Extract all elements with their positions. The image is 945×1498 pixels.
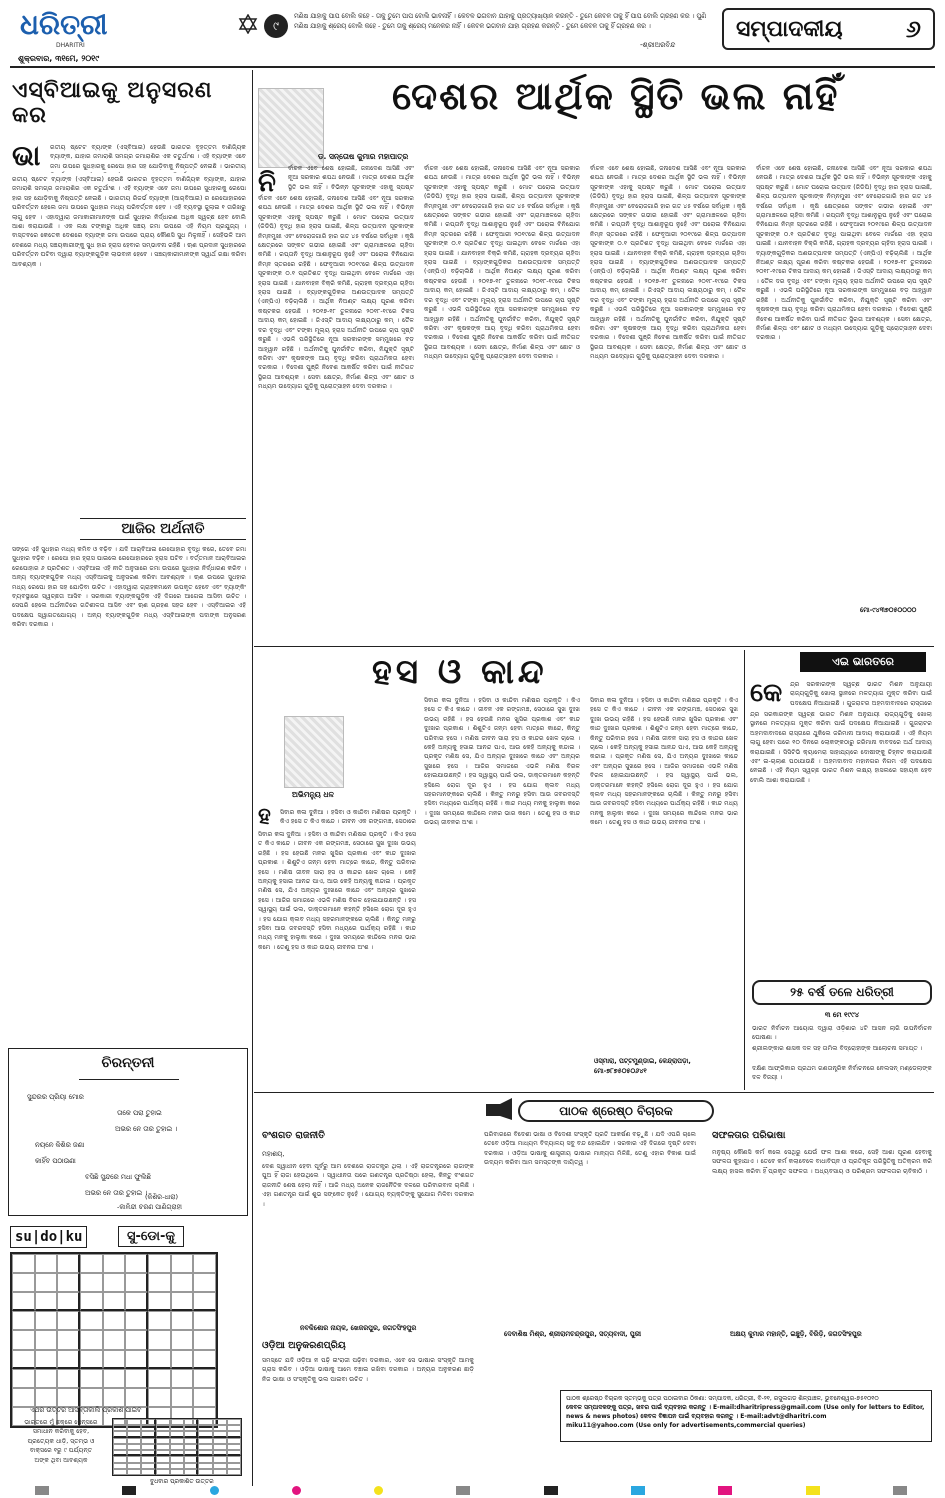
footer-email-editor: କେବଳ ସମ୍ପାଦକଙ୍କୁ ପତ୍ର, ଖବର ପାଇଁ ବ୍ୟବହାର କରନ୍ତୁ । E-mail:dharitripress@gmail.com (Use only for letters to Editor, news & news photos) କେବଳ ବିଜ୍ଞାପନ ପାଇଁ ବ୍ୟବହାର କରନ୍ତୁ । E-mail:advt@dharitri.com (566, 1404, 925, 1420)
reg-mark (544, 1486, 558, 1495)
sudoku-title-en: su|do|ku (10, 1226, 87, 1248)
reg-mark (292, 1486, 301, 1495)
sudoku-cell (103, 1292, 126, 1311)
sudoku-cell (57, 1350, 80, 1369)
sudoku-cell (125, 1254, 148, 1273)
sudoku-cell (171, 1330, 194, 1349)
sudoku-cell (57, 1369, 80, 1388)
letter-body: ଦେଶ ସ୍ୱାଧୀନ ହେବା ପୂର୍ବରୁ ଆମ ଦେଶରେ ରାଜତନ୍ତ୍ର ଥିଲା । ଏହି ରାଜତନ୍ତ୍ରରେ ରାଜାଙ୍କ ପୁଅ ହିଁ ରାଜା ହେଉଥିଲେ । ସ୍ୱାଧୀନତା ପରେ ଗଣତନ୍ତ୍ର ପ୍ରତିଷ୍ଠା ହେଲା, କିନ୍ତୁ ବଂଶଗତ ରାଜନୀତି ଶେଷ ହେଲା ନାହିଁ । ଆଜି ମଧ୍ୟ ଅନେକ ରାଜନୈତିକ ଦଳରେ ପରିବାରବାଦ ଚାଲିଛି । ଏହା ଗଣତନ୍ତ୍ର ପାଇଁ ଶୁଭ ସଙ୍କେତ ନୁହେଁ । ଯୋଗ୍ୟ ବ୍ୟକ୍ତିଙ୍କୁ ସୁଯୋଗ ମିଳିବା ଦରକାର । (262, 1163, 474, 1208)
comic-article-body-col1: ସିବାର କଳା ଦୁନିଆ । ହସିବା ଓ କାନ୍ଦିବା ମଣିଷର ପ୍ରକୃତି । କିଏ ହସେ ତ କିଏ କାନ୍ଦେ । ଜୀବନ ଏକ ରଙ୍ଗମଞ୍ଚ, ସେଠାରେ (280, 809, 416, 826)
sudoku-title-or: ସୁ-ଡୋ-କୁ (118, 1226, 184, 1247)
reg-mark (806, 1486, 820, 1495)
sudoku-cell (193, 1273, 216, 1292)
sudoku-box (8, 1226, 248, 1416)
main-article-title: ଦେଶର ଆର୍ଥିକ ସ୍ଥିତି ଭଲ ନାହିଁ (392, 74, 840, 118)
sudoku-cell (125, 1330, 148, 1349)
sudoku-cell (12, 1388, 35, 1407)
main-article-body-col2: ର୍ବାଚନ ଏବେ ଶେଷ ହୋଇଛି, ଜନାଦେଶ ଆସିଛି ଏବଂ ନୂଆ ସରକାର ଶପଥ ନେଉଛି । ମାତ୍ର ଦେଶର ଆର୍ଥିକ ସ୍ଥିତି ଭଲ ନାହିଁ । ବିଭିନ୍ନ ସୂଚକାଙ୍କ ଏହାକୁ ସ୍ପଷ୍ଟ କରୁଛି । ମୋଟ ଘରୋଇ ଉତ୍ପାଦ (ଜିଡିପି) ବୃଦ୍ଧି ହାର ହ୍ରାସ ପାଇଛି, ଶିଳ୍ପ ଉତ୍ପାଦନ ସୂଚକାଙ୍କ ନିମ୍ନମୁଖୀ ଏବଂ ବେରୋଜଗାରି ହାର ଗତ ୪୫ ବର୍ଷରେ ସର୍ବାଧିକ । କୃଷି କ୍ଷେତ୍ରରେ ସଙ୍କଟ ଗଭୀର ହୋଇଛି ଏବଂ ଗ୍ରାମାଞ୍ଚଳରେ ଚାହିଦା କମିଛି । ରପ୍ତାନି ବୃଦ୍ଧି ଆଶାନୁରୂପ ନୁହେଁ ଏବଂ ଘରୋଇ ବିନିଯୋଗ ନିମ୍ନ ସ୍ତରରେ ରହିଛି । ଫେବୃଆରୀ ୨୦୧୯ରେ ଶିଳ୍ପ ଉତ୍ପାଦନ ସୂଚକାଙ୍କ ୦.୧ ପ୍ରତିଶତ ବୃଦ୍ଧି ପାଇଥିବା ବେଳେ ମାର୍ଚ୍ଚରେ ଏହା ହ୍ରାସ ପାଇଛି । ଯାନବାହନ ବିକ୍ରି କମିଛି, ଗ୍ରାହକ ଦ୍ରବ୍ୟର ଚାହିଦା ହ୍ରାସ ପାଇଛି । ବ୍ୟାଙ୍କଗୁଡ଼ିକର ଅଣଉତ୍ପାଦକ ସମ୍ପତ୍ତି (ଏନ୍‌ପିଏ) ବଢ଼ିଚାଲିଛି । ଆର୍ଥିକ ନିଅଣ୍ଟ ଲକ୍ଷ୍ୟ ପୂରଣ କରିବା କଷ୍ଟକର ହେଉଛି । ୨୦୧୭-୧୮ ତୁଳନାରେ ୨୦୧୮-୧୯ରେ ଟିକସ ଆଦାୟ କମ୍ ହୋଇଛି । ଜିଏସ୍‌ଟି ଆଦାୟ ଲକ୍ଷ୍ୟଠାରୁ କମ୍ । ତୈଳ ଦର ବୃଦ୍ଧି ଏବଂ ଟଙ୍କା ମୂଲ୍ୟ ହ୍ରାସ ଅର୍ଥନୀତି ଉପରେ ଚାପ ସୃଷ୍ଟି କରୁଛି । ଏଭଳି ପରିସ୍ଥିତିରେ ନୂଆ ସରକାରଙ୍କ ସମ୍ମୁଖରେ ବଡ଼ ଆହ୍ୱାନ ରହିଛି । ଅର୍ଥନୀତିକୁ ପୁନର୍ଜୀବିତ କରିବା, ନିଯୁକ୍ତି ସୃଷ୍ଟି କରିବା ଏବଂ କୃଷକଙ୍କ ଆୟ ବୃଦ୍ଧି କରିବା ପ୍ରାଥମିକତା ହେବା ଦରକାର । ବିଦେଶୀ ପୁଞ୍ଜି ନିବେଶ ଆକର୍ଷିତ କରିବା ପାଇଁ ନୀତିଗତ ସ୍ଥିରତା ଆବଶ୍ୟକ । ସେବା କ୍ଷେତ୍ର, ନିର୍ମାଣ ଶିଳ୍ପ ଏବଂ ଛୋଟ ଓ ମଧ୍ୟମ ଉଦ୍ୟୋଗ ଗୁଡ଼ିକୁ ପ୍ରୋତ୍ସାହନ ଦେବା ଦରକାର । (424, 165, 580, 361)
sudoku-cell (12, 1292, 35, 1311)
sudoku-cell (148, 1388, 171, 1407)
sudoku-cell (148, 1273, 171, 1292)
main-article-body-col3: ର୍ବାଚନ ଏବେ ଶେଷ ହୋଇଛି, ଜନାଦେଶ ଆସିଛି ଏବଂ ନୂଆ ସରକାର ଶପଥ ନେଉଛି । ମାତ୍ର ଦେଶର ଆର୍ଥିକ ସ୍ଥିତି ଭଲ ନାହିଁ । ବିଭିନ୍ନ ସୂଚକାଙ୍କ ଏହାକୁ ସ୍ପଷ୍ଟ କରୁଛି । ମୋଟ ଘରୋଇ ଉତ୍ପାଦ (ଜିଡିପି) ବୃଦ୍ଧି ହାର ହ୍ରାସ ପାଇଛି, ଶିଳ୍ପ ଉତ୍ପାଦନ ସୂଚକାଙ୍କ ନିମ୍ନମୁଖୀ ଏବଂ ବେରୋଜଗାରି ହାର ଗତ ୪୫ ବର୍ଷରେ ସର୍ବାଧିକ । କୃଷି କ୍ଷେତ୍ରରେ ସଙ୍କଟ ଗଭୀର ହୋଇଛି ଏବଂ ଗ୍ରାମାଞ୍ଚଳରେ ଚାହିଦା କମିଛି । ରପ୍ତାନି ବୃଦ୍ଧି ଆଶାନୁରୂପ ନୁହେଁ ଏବଂ ଘରୋଇ ବିନିଯୋଗ ନିମ୍ନ ସ୍ତରରେ ରହିଛି । ଫେବୃଆରୀ ୨୦୧୯ରେ ଶିଳ୍ପ ଉତ୍ପାଦନ ସୂଚକାଙ୍କ ୦.୧ ପ୍ରତିଶତ ବୃଦ୍ଧି ପାଇଥିବା ବେଳେ ମାର୍ଚ୍ଚରେ ଏହା ହ୍ରାସ ପାଇଛି । ଯାନବାହନ ବିକ୍ରି କମିଛି, ଗ୍ରାହକ ଦ୍ରବ୍ୟର ଚାହିଦା ହ୍ରାସ ପାଇଛି । ବ୍ୟାଙ୍କଗୁଡ଼ିକର ଅଣଉତ୍ପାଦକ ସମ୍ପତ୍ତି (ଏନ୍‌ପିଏ) ବଢ଼ିଚାଲିଛି । ଆର୍ଥିକ ନିଅଣ୍ଟ ଲକ୍ଷ୍ୟ ପୂରଣ କରିବା କଷ୍ଟକର ହେଉଛି । ୨୦୧୭-୧୮ ତୁଳନାରେ ୨୦୧୮-୧୯ରେ ଟିକସ ଆଦାୟ କମ୍ ହୋଇଛି । ଜିଏସ୍‌ଟି ଆଦାୟ ଲକ୍ଷ୍ୟଠାରୁ କମ୍ । ତୈଳ ଦର ବୃଦ୍ଧି ଏବଂ ଟଙ୍କା ମୂଲ୍ୟ ହ୍ରାସ ଅର୍ଥନୀତି ଉପରେ ଚାପ ସୃଷ୍ଟି କରୁଛି । ଏଭଳି ପରିସ୍ଥିତିରେ ନୂଆ ସରକାରଙ୍କ ସମ୍ମୁଖରେ ବଡ଼ ଆହ୍ୱାନ ରହିଛି । ଅର୍ଥନୀତିକୁ ପୁନର୍ଜୀବିତ କରିବା, ନିଯୁକ୍ତି ସୃଷ୍ଟି କରିବା ଏବଂ କୃଷକଙ୍କ ଆୟ ବୃଦ୍ଧି କରିବା ପ୍ରାଥମିକତା ହେବା ଦରକାର । ବିଦେଶୀ ପୁଞ୍ଜି ନିବେଶ ଆକର୍ଷିତ କରିବା ପାଇଁ ନୀତିଗତ ସ୍ଥିରତା ଆବଶ୍ୟକ । ସେବା କ୍ଷେତ୍ର, ନିର୍ମାଣ ଶିଳ୍ପ ଏବଂ ଛୋଟ ଓ ମଧ୍ୟମ ଉଦ୍ୟୋଗ ଗୁଡ଼ିକୁ ପ୍ରୋତ୍ସାହନ ଦେବା ଦରକାର । (590, 165, 746, 361)
reg-mark (374, 1486, 383, 1495)
sudoku-cell (113, 1469, 127, 1475)
letter-signature: ଦେବାଶିଷ ମିଶ୍ର, ଶ୍ରୀରାମଚନ୍ଦ୍ରପୁର, ସତ୍ୟବାଦୀ, ପୁରୀ (504, 1330, 642, 1338)
poem-line: ଅଭର ନେ ତାର ତୁହାଇ । (115, 1125, 178, 1133)
letter-title: ଓଡ଼ିଆ ଅନୁକରଣପ୍ରିୟ (262, 1340, 346, 1351)
comic-article-body-col1b: ସିବାର କଳା ଦୁନିଆ । ହସିବା ଓ କାନ୍ଦିବା ମଣିଷର ପ୍ରକୃତି । କିଏ ହସେ ତ କିଏ କାନ୍ଦେ । ଜୀବନ ଏକ ରଙ୍ଗମଞ୍ଚ, ସେଠାରେ ସୁଖ ଦୁଃଖ ଉଭୟ ରହିଛି । ହସ ହେଉଛି ମନର ଖୁସିର ପ୍ରକାଶ ଏବଂ କାନ୍ଦ ଦୁଃଖର ପ୍ରକାଶ । ଶିଶୁଟିଏ ଜନ୍ମ ହେବା ମାତ୍ରେ କାନ୍ଦେ, କିନ୍ତୁ ପରିବାର ହସେ । ମଣିଷ ଜୀବନ ସାରା ହସ ଓ କାନ୍ଦର ଖେଳ ଚାଲେ । କେହି ଅନ୍ୟକୁ ହସାଇ ଆନନ୍ଦ ପାଏ, ଆଉ କେହି ଅନ୍ୟକୁ କନ୍ଦାଇ । ପ୍ରକୃତ ମଣିଷ ସେ, ଯିଏ ଅନ୍ୟର ଦୁଃଖରେ କାନ୍ଦେ ଏବଂ ଅନ୍ୟର ସୁଖରେ ହସେ । ଆଜିର ସମାଜରେ ଏଭଳି ମଣିଷ ବିରଳ ହୋଇଯାଉଛନ୍ତି । ହସ ସ୍ୱାସ୍ଥ୍ୟ ପାଇଁ ଭଲ, ଡାକ୍ତରମାନେ କହନ୍ତି ହସିଲେ ରୋଗ ଦୂର ହୁଏ । ହସ ଯୋଗ କ୍ଲବ ମଧ୍ୟ ସହରମାନଙ୍କରେ ଚାଲିଛି । କିନ୍ତୁ ମନରୁ ହସିବା ଆଉ ଜବରଦସ୍ତି ହସିବା ମଧ୍ୟରେ ପାର୍ଥକ୍ୟ ରହିଛି । କାନ୍ଦ ମଧ୍ୟ ମନକୁ ହାଲୁକା କରେ । ଦୁଃଖ ସମୟରେ କାନ୍ଦିଲେ ମନର ଭାର କମେ । ତେଣୁ ହସ ଓ କାନ୍ଦ ଉଭୟ ଜୀବନର ଅଂଶ । (258, 831, 416, 951)
reg-mark (893, 1486, 907, 1495)
sudoku-cell (193, 1254, 216, 1273)
chirantani-title: ଚିରନ୍ତନୀ (101, 1055, 155, 1071)
sudoku-cell (171, 1292, 194, 1311)
brand-sub: DHARITRI (56, 42, 85, 49)
sudoku-cell (103, 1311, 126, 1330)
chirantani-box (8, 1048, 248, 1216)
comic-article-drop-cap: ହ (258, 804, 271, 829)
sudoku-answer-grid (112, 1418, 242, 1476)
twentyfive-item: ଶ୍ରୀଲଙ୍କାର ଶାସକ ଦଳ ସହ ତାମିଲ ବିଦ୍ରୋହୀଙ୍କ ଆଲୋଚନା ସମାପ୍ତ । (752, 1045, 923, 1052)
sudoku-cell (103, 1350, 126, 1369)
sudoku-cell (103, 1330, 126, 1349)
sudoku-cell (103, 1369, 126, 1388)
ei-bharatare-label: ଏଇ ଭାରତରେ (832, 655, 894, 668)
sudoku-cell (103, 1254, 126, 1273)
poem-line: ବସିଛି ସୁନ୍ଦରେ ମଧା ଫୁଲିଛି (85, 1173, 151, 1181)
daily-quote: ମଣିଷ ଯାହାକୁ ପାପ ବୋଲି କହେ - ତାକୁ ତୁମେ ପାପ ବୋଲି ଭାବନାହିଁ । କେବଳ ଭଗବାନ ଯାହାକୁ ପ୍ରତ୍ୟାଖ୍ୟାନ କରନ୍ତି - ତୁମେ କେବଳ ତାକୁ ହିଁ ପାପ ବୋଲି ଗ୍ରହଣ କର । ପୁଣି ମଣିଷ ଯାହାକୁ ଶ୍ରେୟ ବୋଲି କହେ - ତୁମେ ତାକୁ ଶ୍ରେୟ ମନେକର ନାହିଁ । କେବଳ ଭଗବାନ ଯାହା ଗ୍ରହଣ କରନ୍ତି - ତୁମେ କେବଳ ତାକୁ ହିଁ ଗ୍ରହଣ କର । (294, 13, 706, 30)
page-number: ୬ (905, 15, 921, 43)
right-column-rule (744, 650, 745, 1090)
sudoku-cell (125, 1273, 148, 1292)
sudoku-cell (156, 1469, 170, 1475)
sudoku-cell (35, 1254, 58, 1273)
letter-salutation: ମହାଶୟ, (262, 1150, 285, 1158)
sudoku-cell (148, 1254, 171, 1273)
sudoku-cell (148, 1292, 171, 1311)
reg-mark (122, 1486, 136, 1495)
brand-name: ଧରିତ୍ରୀ (20, 8, 108, 41)
comic-article-photo (284, 716, 344, 788)
sudoku-cell (193, 1311, 216, 1330)
sudoku-cell (103, 1388, 126, 1407)
sudoku-cell (184, 1469, 198, 1475)
letter-body: ପରିବାରରେ ବିଦେଶୀ ଭାଷା ଓ ବିଦେଶୀ ସଂସ୍କୃତି ପ୍ରତି ଆକର୍ଷଣ ବଢ଼ୁଛି । ଯଦି ଏପରି ଚାଲେ ତେବେ ଓଡ଼ିଆ ମାଧ୍ୟମ ବିଦ୍ୟାଳୟ ସବୁ ବନ୍ଦ ହୋଇଯିବ । ସରକାର ଏହି ଦିଗରେ ଦୃଷ୍ଟି ଦେବା ଦରକାର । ଓଡ଼ିଆ ଭାଷାକୁ ଶାସ୍ତ୍ରୀୟ ଭାଷାର ମାନ୍ୟତା ମିଳିଛି, ତେଣୁ ଏହାର ବିକାଶ ପାଇଁ ଉଦ୍ୟମ କରିବା ଆମ ସମସ୍ତଙ୍କ ଦାୟିତ୍ୱ । (484, 1131, 696, 1167)
reg-mark (631, 1486, 645, 1495)
issue-date: ଶୁକ୍ରବାର, ୩୧ମେ, ୨୦୧୯ (18, 54, 100, 63)
editorial-body-2: ସଙ୍ଗେ ଏହି ସୁଧହାର ମଧ୍ୟ କମିବ ଓ ବଢ଼ିବ । ଯଦି ଆର୍‌ବିଆଇ ରେପୋହାର ବୃଦ୍ଧି କରେ, ତେବେ ଜମା ସୁଧହାର ବଢ଼ିବ । ରେପୋ ହାର ହ୍ରାସ ପାଇଲେ ରେପୋହାରରେ ହ୍ରାସ ଘଟିବ । ବର୍ତ୍ତମାନ ଆର୍‌ବିଆଇର ରେପୋହାର ୬ ପ୍ରତିଶତ । ଏସ୍‌ବିଆଇ ଏହି ନୀତି ଅନୁସାରେ ଜମା ଉପରେ ସୁଧହାର ନିର୍ଦ୍ଧାରଣ କରିବ । ଅନ୍ୟ ବ୍ୟାଙ୍କଗୁଡ଼ିକ ମଧ୍ୟ ଏସ୍‌ବିଆଇକୁ ଅନୁସରଣ କରିବା ଆବଶ୍ୟକ । ଋଣ ଉପରେ ସୁଧହାର ମଧ୍ୟ ରେପୋ ହାର ସହ ଯୋଡ଼ିବା ଉଚିତ । ଏହାଦ୍ୱାରା ଗ୍ରାହକମାନେ ଉପକୃତ ହେବେ ଏବଂ ବ୍ୟାଙ୍କିଂ ବ୍ୟବସ୍ଥାରେ ସ୍ୱଚ୍ଛତା ଆସିବ । ସରକାରୀ ବ୍ୟାଙ୍କଗୁଡ଼ିକ ଏହି ଦିଗରେ ଆଗେଇ ଆସିବା ଉଚିତ । ସେପରି ହେଲେ ଅର୍ଥନୀତିରେ ଗତିଶୀଳତା ଆସିବ ଏବଂ ଋଣ ଗ୍ରହଣ ସହଜ ହେବ । ଏସ୍‌ବିଆଇର ଏହି ପଦକ୍ଷେପ ସ୍ୱାଗତଯୋଗ୍ୟ । ଅନ୍ୟ ବ୍ୟାଙ୍କଗୁଡ଼ିକ ମଧ୍ୟ ଏସ୍‌ବିଆଇଙ୍କ ପଦାଙ୍କ ଅନୁସରଣ କରିବା ଦରକାର । (12, 546, 246, 629)
sudoku-cell (57, 1388, 80, 1407)
ei-bharatare-drop-cap: କେ (750, 678, 783, 708)
sudoku-cell (171, 1369, 194, 1388)
sudoku-cell (148, 1350, 171, 1369)
sudoku-cell (170, 1469, 184, 1475)
ei-bharatare-body-a: ନ୍ଦ୍ର ସରକାରଙ୍କ ସ୍ୱଚ୍ଛ ଭାରତ ମିଶନ ଅନୁଯାୟୀ ରାଜ୍ୟଗୁଡ଼ିକୁ ଖୋଲା ସ୍ଥାନରେ ମଳତ୍ୟାଗ ମୁକ୍ତ କରିବା ପାଇଁ ପଦକ୍ଷେପ ନିଆଯାଇଛି । ଗୁଜରାଟର ଅହମଦାବାଦରେ ରାସ୍ତାରେ (790, 681, 932, 707)
sudoku-cell (12, 1330, 35, 1349)
sudoku-cell (35, 1273, 58, 1292)
masthead (10, 8, 935, 66)
main-article-body-col1: ର୍ବାଚନ ଏବେ ଶେଷ ହୋଇଛି, ଜନାଦେଶ ଆସିଛି ଏବଂ ନୂଆ ସରକାର ଶପଥ ନେଉଛି । ମାତ୍ର ଦେଶର ଆର୍ଥିକ ସ୍ଥିତି ଭଲ ନାହିଁ । ବିଭିନ୍ନ ସୂଚକାଙ୍କ ଏହାକୁ ସ୍ପଷ୍ଟ (288, 165, 414, 191)
sudoku-cell (80, 1369, 103, 1388)
sudoku-cell (127, 1469, 141, 1475)
twentyfive-years-box (752, 980, 932, 1084)
sudoku-cell (125, 1311, 148, 1330)
main-article-body-col4: ର୍ବାଚନ ଏବେ ଶେଷ ହୋଇଛି, ଜନାଦେଶ ଆସିଛି ଏବଂ ନୂଆ ସରକାର ଶପଥ ନେଉଛି । ମାତ୍ର ଦେଶର ଆର୍ଥିକ ସ୍ଥିତି ଭଲ ନାହିଁ । ବିଭିନ୍ନ ସୂଚକାଙ୍କ ଏହାକୁ ସ୍ପଷ୍ଟ କରୁଛି । ମୋଟ ଘରୋଇ ଉତ୍ପାଦ (ଜିଡିପି) ବୃଦ୍ଧି ହାର ହ୍ରାସ ପାଇଛି, ଶିଳ୍ପ ଉତ୍ପାଦନ ସୂଚକାଙ୍କ ନିମ୍ନମୁଖୀ ଏବଂ ବେରୋଜଗାରି ହାର ଗତ ୪୫ ବର୍ଷରେ ସର୍ବାଧିକ । କୃଷି କ୍ଷେତ୍ରରେ ସଙ୍କଟ ଗଭୀର ହୋଇଛି ଏବଂ ଗ୍ରାମାଞ୍ଚଳରେ ଚାହିଦା କମିଛି । ରପ୍ତାନି ବୃଦ୍ଧି ଆଶାନୁରୂପ ନୁହେଁ ଏବଂ ଘରୋଇ ବିନିଯୋଗ ନିମ୍ନ ସ୍ତରରେ ରହିଛି । ଫେବୃଆରୀ ୨୦୧୯ରେ ଶିଳ୍ପ ଉତ୍ପାଦନ ସୂଚକାଙ୍କ ୦.୧ ପ୍ରତିଶତ ବୃଦ୍ଧି ପାଇଥିବା ବେଳେ ମାର୍ଚ୍ଚରେ ଏହା ହ୍ରାସ ପାଇଛି । ଯାନବାହନ ବିକ୍ରି କମିଛି, ଗ୍ରାହକ ଦ୍ରବ୍ୟର ଚାହିଦା ହ୍ରାସ ପାଇଛି । ବ୍ୟାଙ୍କଗୁଡ଼ିକର ଅଣଉତ୍ପାଦକ ସମ୍ପତ୍ତି (ଏନ୍‌ପିଏ) ବଢ଼ିଚାଲିଛି । ଆର୍ଥିକ ନିଅଣ୍ଟ ଲକ୍ଷ୍ୟ ପୂରଣ କରିବା କଷ୍ଟକର ହେଉଛି । ୨୦୧୭-୧୮ ତୁଳନାରେ ୨୦୧୮-୧୯ରେ ଟିକସ ଆଦାୟ କମ୍ ହୋଇଛି । ଜିଏସ୍‌ଟି ଆଦାୟ ଲକ୍ଷ୍ୟଠାରୁ କମ୍ । ତୈଳ ଦର ବୃଦ୍ଧି ଏବଂ ଟଙ୍କା ମୂଲ୍ୟ ହ୍ରାସ ଅର୍ଥନୀତି ଉପରେ ଚାପ ସୃଷ୍ଟି କରୁଛି । ଏଭଳି ପରିସ୍ଥିତିରେ ନୂଆ ସରକାରଙ୍କ ସମ୍ମୁଖରେ ବଡ଼ ଆହ୍ୱାନ ରହିଛି । ଅର୍ଥନୀତିକୁ ପୁନର୍ଜୀବିତ କରିବା, ନିଯୁକ୍ତି ସୃଷ୍ଟି କରିବା ଏବଂ କୃଷକଙ୍କ ଆୟ ବୃଦ୍ଧି କରିବା ପ୍ରାଥମିକତା ହେବା ଦରକାର । ବିଦେଶୀ ପୁଞ୍ଜି ନିବେଶ ଆକର୍ଷିତ କରିବା ପାଇଁ ନୀତିଗତ ସ୍ଥିରତା ଆବଶ୍ୟକ । ସେବା କ୍ଷେତ୍ର, ନିର୍ମାଣ ଶିଳ୍ପ ଏବଂ ଛୋଟ ଓ ମଧ୍ୟମ ଉଦ୍ୟୋଗ ଗୁଡ଼ିକୁ ପ୍ରୋତ୍ସାହନ ଦେବା ଦରକାର । (756, 165, 932, 342)
sudoku-cell (12, 1254, 35, 1273)
sudoku-rules: ଭାରତରେ ମୁଁ ଛକ୍ରେ ସେନ୍ସରେ ସମାଧାନ କରିବାକୁ ହେବ, ପ୍ରତ୍ୟେକ ଧାଡ଼ି, ସ୍ତମ୍ଭ ଓ ବାକ୍ସରେ ୧ରୁ ୯ ପର୍ଯ୍ୟନ୍ତ ଅଙ୍କ ଥିବା ଆବଶ୍ୟକ (24, 1419, 98, 1464)
chirantani-poem (27, 1089, 237, 1201)
sudoku-cell (80, 1254, 103, 1273)
editorial-body: ରତୀୟ ଷ୍ଟେଟ ବ୍ୟାଙ୍କ (ଏସ୍‌ବିଆଇ) ହେଉଛି ଭାରତର ବୃହତ୍ତମ ବାଣିଜ୍ୟିକ ବ୍ୟାଙ୍କ, ଯାହାର ଜମାରାଶି ସମଗ୍ର ଜମାରାଶିର ଏକ ଚତୁର୍ଥାଂଶ । ଏହି ବ୍ୟାଙ୍କ ଏବେ ଜମା ଉପରେ ସୁଧହାରକୁ ରେପୋ ହାର ସହ ଯୋଡ଼ିବାକୁ ନିଷ୍ପତ୍ତି ନେଇଛି । ଭାରତୀୟ (50, 144, 246, 170)
quote-author: -ଶ୍ରୀଅରବିନ୍ଦ (640, 41, 676, 49)
chirantani-source: (କିଶିର-ଧାରା) (145, 1193, 179, 1201)
reg-mark (210, 1486, 219, 1495)
sudoku-grid (10, 1252, 218, 1428)
sudoku-cell (193, 1292, 216, 1311)
sudoku-cell (193, 1350, 216, 1369)
sudoku-cell (213, 1469, 227, 1475)
chirantani-rule (79, 1079, 179, 1080)
sudoku-cell (227, 1469, 241, 1475)
sudoku-cell (57, 1330, 80, 1349)
sudoku-cell (12, 1273, 35, 1292)
mic-icon (484, 1098, 514, 1120)
sudoku-cell (125, 1388, 148, 1407)
comic-article-author: ଅଭିମନ୍ୟୁ ଧଳ (292, 790, 334, 799)
sudoku-cell (198, 1469, 212, 1475)
letter-body: ମନୁଷ୍ୟ କୌଣସି କର୍ମ କଲେ ସେଥିରୁ ଯେଉଁ ଫଳ ଆଶା କରେ, ସେହି ଆଶା ପୂରଣ ହେବାକୁ ସଫଳତା କୁହାଯାଏ । ତେବେ କର୍ମ କଲାବେଳେ ବାଧାବିଘ୍ନ ଓ ପ୍ରତିକୂଳ ପରିସ୍ଥିତିକୁ ଅତିକ୍ରମ କରି ଲକ୍ଷ୍ୟ ହାସଲ କରିବା ହିଁ ପ୍ରକୃତ ସଫଳତା । ଅଧ୍ୟବସାୟ ଓ ପରିଶ୍ରମ ସଫଳତାର ଚାବିକାଠି । (712, 1149, 932, 1175)
poem-line: ଅଭର ନେ ତାର ତୁହାଇ । (85, 1189, 148, 1197)
sudoku-cell (148, 1330, 171, 1349)
footer-box (560, 1390, 932, 1442)
left-column-rule (252, 70, 253, 1486)
reader-banner-box (518, 1100, 714, 1122)
sudoku-cell (80, 1273, 103, 1292)
page-section-label: ସମ୍ପାଦକୀୟ (736, 16, 843, 42)
sudoku-cell (12, 1311, 35, 1330)
editorial-subhead (80, 518, 246, 540)
poem-line: ତାକେ ପରା ତୁହାଇ (117, 1109, 162, 1117)
sudoku-cell (35, 1330, 58, 1349)
twentyfive-years-title: ୨୫ ବର୍ଷ ତଳେ ଧରିତ୍ରୀ (752, 980, 932, 1005)
sudoku-cell (125, 1292, 148, 1311)
sudoku-cell (35, 1388, 58, 1407)
sudoku-cell (171, 1388, 194, 1407)
footer-address: ପାଠକ ଶ୍ରେଷ୍ଠ ବିଚାରକ ସ୍ତମ୍ଭକୁ ପତ୍ର ପଠାଇବାର ଠିକଣା: ସମ୍ପାଦକ, ଧରିତ୍ରୀ, ବି-୨୧, ରସୁଲଗଡ଼ ଶିଳ୍ପାଞ୍ଚଳ, ଭୁବନେଶ୍ୱର-୭୫୧୦୧୦ (566, 1395, 879, 1402)
ei-bharatare-label-box (800, 652, 926, 672)
ei-bharatare-body: ନ୍ଦ୍ର ସରକାରଙ୍କ ସ୍ୱଚ୍ଛ ଭାରତ ମିଶନ ଅନୁଯାୟୀ ରାଜ୍ୟଗୁଡ଼ିକୁ ଖୋଲା ସ୍ଥାନରେ ମଳତ୍ୟାଗ ମୁକ୍ତ କରିବା ପାଇଁ ପଦକ୍ଷେପ ନିଆଯାଇଛି । ଗୁଜରାଟର ଅହମଦାବାଦରେ ରାସ୍ତାରେ ଥୁକିଲେ ଜରିମାନା ଆଦାୟ କରାଯାଉଛି । ଏହି ନିୟମ ଲାଗୁ ହେବା ପରେ ୧୦ ଦିନରେ ଲୋକଙ୍କଠାରୁ ଜରିମାନା ବାବଦରେ ଅର୍ଥ ଆଦାୟ କରାଯାଇଛି । ସିସିଟିଭି କ୍ୟାମେରା ସାହାଯ୍ୟରେ ଦୋଷୀଙ୍କୁ ଚିହ୍ନଟ କରାଯାଉଛି ଏବଂ ଇ-ଚାଲାଣ ପଠାଯାଉଛି । ଅହମଦାବାଦ ମହାନଗର ନିଗମ ଏହି ପଦକ୍ଷେପ ନେଇଛି । ଏହି ନିୟମ ସ୍ୱଚ୍ଛ ଭାରତ ମିଶନ ଲକ୍ଷ୍ୟ ହାସଲରେ ସହାୟକ ହେବ ବୋଲି ଆଶା କରାଯାଉଛି । (750, 711, 932, 784)
sudoku-cell (57, 1292, 80, 1311)
sudoku-cell (35, 1292, 58, 1311)
sudoku-cell (125, 1350, 148, 1369)
sudoku-cell (12, 1369, 35, 1388)
letter-title: ସଫଳତାର ପରିଭାଷା (712, 1130, 786, 1141)
main-article-author: ଡ. ସନ୍ତୋଷ କୁମାର ମହାପାତ୍ର (318, 152, 409, 161)
sudoku-cell (171, 1311, 194, 1330)
color-registration-strip (0, 1484, 945, 1496)
quote-number-icon: ୯ (264, 14, 288, 38)
sudoku-cell (171, 1273, 194, 1292)
sudoku-cell (57, 1311, 80, 1330)
letter-body: ସମସ୍ତେ ଯଦି ଓଡ଼ିଆ ନ ପଢ଼ି ଇଂରାଜୀ ପଢ଼ିବା ଦରକାର, ଏବେ ସେ ଭାଷାର ସଂସ୍କୃତି ଆମକୁ ଗ୍ରାସ କରିବ । ଓଡ଼ିଆ ଭାଷାକୁ ଆମେ ବଞ୍ଚାଇ ରଖିବା ଦରକାର । ଅନ୍ୟର ଅନୁକରଣ ଛାଡ଼ି ନିଜ ଭାଷା ଓ ସଂସ୍କୃତିକୁ ଭଲ ପାଇବା ଉଚିତ । (262, 1357, 474, 1383)
brand-logo (20, 8, 130, 52)
reader-banner-label: ପାଠକ ଶ୍ରେଷ୍ଠ ବିଚାରକ (559, 1103, 673, 1118)
sudoku-cell (35, 1311, 58, 1330)
editorial-subhead-label: ଆଜିର ଅର୍ଥନୀତି (121, 521, 205, 537)
masthead-rule (10, 66, 935, 68)
sudoku-cell (148, 1311, 171, 1330)
sudoku-cell (80, 1311, 103, 1330)
editorial-drop-cap: ଭା (12, 139, 41, 172)
sudoku-cell (57, 1254, 80, 1273)
letter-signature: ନବକିଶୋର ନାୟକ, ଖେଜରପୁର, ଜଗତସିଂହପୁର (300, 1324, 417, 1332)
poem-line: ସୁନ୍ଦରର ପ୍ରିୟା ମୋର (27, 1093, 84, 1101)
reg-mark (456, 1486, 470, 1495)
sudoku-cell (80, 1388, 103, 1407)
editorial-title: ଏସ୍‌ବିଆଇକୁ ଅନୁସରଣ କର (12, 78, 213, 128)
reg-mark (718, 1486, 732, 1495)
sudoku-cell (80, 1292, 103, 1311)
sudoku-cell (35, 1369, 58, 1388)
sudoku-cell (171, 1350, 194, 1369)
main-article-body-col1b: ର୍ବାଚନ ଏବେ ଶେଷ ହୋଇଛି, ଜନାଦେଶ ଆସିଛି ଏବଂ ନୂଆ ସରକାର ଶପଥ ନେଉଛି । ମାତ୍ର ଦେଶର ଆର୍ଥିକ ସ୍ଥିତି ଭଲ ନାହିଁ । ବିଭିନ୍ନ ସୂଚକାଙ୍କ ଏହାକୁ ସ୍ପଷ୍ଟ କରୁଛି । ମୋଟ ଘରୋଇ ଉତ୍ପାଦ (ଜିଡିପି) ବୃଦ୍ଧି ହାର ହ୍ରାସ ପାଇଛି, ଶିଳ୍ପ ଉତ୍ପାଦନ ସୂଚକାଙ୍କ ନିମ୍ନମୁଖୀ ଏବଂ ବେରୋଜଗାରି ହାର ଗତ ୪୫ ବର୍ଷରେ ସର୍ବାଧିକ । କୃଷି କ୍ଷେତ୍ରରେ ସଙ୍କଟ ଗଭୀର ହୋଇଛି ଏବଂ ଗ୍ରାମାଞ୍ଚଳରେ ଚାହିଦା କମିଛି । ରପ୍ତାନି ବୃଦ୍ଧି ଆଶାନୁରୂପ ନୁହେଁ ଏବଂ ଘରୋଇ ବିନିଯୋଗ ନିମ୍ନ ସ୍ତରରେ ରହିଛି । ଫେବୃଆରୀ ୨୦୧୯ରେ ଶିଳ୍ପ ଉତ୍ପାଦନ ସୂଚକାଙ୍କ ୦.୧ ପ୍ରତିଶତ ବୃଦ୍ଧି ପାଇଥିବା ବେଳେ ମାର୍ଚ୍ଚରେ ଏହା ହ୍ରାସ ପାଇଛି । ଯାନବାହନ ବିକ୍ରି କମିଛି, ଗ୍ରାହକ ଦ୍ରବ୍ୟର ଚାହିଦା ହ୍ରାସ ପାଇଛି । ବ୍ୟାଙ୍କଗୁଡ଼ିକର ଅଣଉତ୍ପାଦକ ସମ୍ପତ୍ତି (ଏନ୍‌ପିଏ) ବଢ଼ିଚାଲିଛି । ଆର୍ଥିକ ନିଅଣ୍ଟ ଲକ୍ଷ୍ୟ ପୂରଣ କରିବା କଷ୍ଟକର ହେଉଛି । ୨୦୧୭-୧୮ ତୁଳନାରେ ୨୦୧୮-୧୯ରେ ଟିକସ ଆଦାୟ କମ୍ ହୋଇଛି । ଜିଏସ୍‌ଟି ଆଦାୟ ଲକ୍ଷ୍ୟଠାରୁ କମ୍ । ତୈଳ ଦର ବୃଦ୍ଧି ଏବଂ ଟଙ୍କା ମୂଲ୍ୟ ହ୍ରାସ ଅର୍ଥନୀତି ଉପରେ ଚାପ ସୃଷ୍ଟି କରୁଛି । ଏଭଳି ପରିସ୍ଥିତିରେ ନୂଆ ସରକାରଙ୍କ ସମ୍ମୁଖରେ ବଡ଼ ଆହ୍ୱାନ ରହିଛି । ଅର୍ଥନୀତିକୁ ପୁନର୍ଜୀବିତ କରିବା, ନିଯୁକ୍ତି ସୃଷ୍ଟି କରିବା ଏବଂ କୃଷକଙ୍କ ଆୟ ବୃଦ୍ଧି କରିବା ପ୍ରାଥମିକତା ହେବା ଦରକାର । ବିଦେଶୀ ପୁଞ୍ଜି ନିବେଶ ଆକର୍ଷିତ କରିବା ପାଇଁ ନୀତିଗତ ସ୍ଥିରତା ଆବଶ୍ୟକ । ସେବା କ୍ଷେତ୍ର, ନିର୍ମାଣ ଶିଳ୍ପ ଏବଂ ଛୋଟ ଓ ମଧ୍ୟମ ଉଦ୍ୟୋଗ ଗୁଡ଼ିକୁ ପ୍ରୋତ୍ସାହନ ଦେବା ଦରକାର । (258, 195, 414, 391)
sudoku-cell (193, 1388, 216, 1407)
main-article-byline: ମୋ-୯୪୩୭୦୫୦୦୦୦ (860, 606, 917, 614)
twentyfive-item: ଦକ୍ଷିଣ ଆଫ୍ରିକାର ପ୍ରଥମ ଗଣତାନ୍ତ୍ରିକ ନିର୍ବାଚନରେ ନେଲସନ୍ ମଣ୍ଡେଲାଙ୍କ ଦଳ ବିଜୟୀ । (752, 1065, 932, 1082)
poem-line: ନୟନେ କିଶିର ଜଣା (35, 1141, 85, 1149)
star-emblem-icon (238, 14, 258, 34)
sudoku-caption: ଏଥର ଉତ୍ତର ଆସନ୍ତାକାଲି ପ୍ରକାଶ ପାଇବ (30, 1406, 142, 1414)
twentyfive-item: ଭାରତ ନିର୍ବାଚନ ଆୟୋଗ ଦ୍ୱାରା ଓଡ଼ିଶାର ୪ଟି ଆସନ ଲାଗି ଉପନିର୍ବାଚନ ଘୋଷଣା । (752, 1025, 932, 1042)
sudoku-cell (148, 1369, 171, 1388)
comic-article-body-col2: ସିବାର କଳା ଦୁନିଆ । ହସିବା ଓ କାନ୍ଦିବା ମଣିଷର ପ୍ରକୃତି । କିଏ ହସେ ତ କିଏ କାନ୍ଦେ । ଜୀବନ ଏକ ରଙ୍ଗମଞ୍ଚ, ସେଠାରେ ସୁଖ ଦୁଃଖ ଉଭୟ ରହିଛି । ହସ ହେଉଛି ମନର ଖୁସିର ପ୍ରକାଶ ଏବଂ କାନ୍ଦ ଦୁଃଖର ପ୍ରକାଶ । ଶିଶୁଟିଏ ଜନ୍ମ ହେବା ମାତ୍ରେ କାନ୍ଦେ, କିନ୍ତୁ ପରିବାର ହସେ । ମଣିଷ ଜୀବନ ସାରା ହସ ଓ କାନ୍ଦର ଖେଳ ଚାଲେ । କେହି ଅନ୍ୟକୁ ହସାଇ ଆନନ୍ଦ ପାଏ, ଆଉ କେହି ଅନ୍ୟକୁ କନ୍ଦାଇ । ପ୍ରକୃତ ମଣିଷ ସେ, ଯିଏ ଅନ୍ୟର ଦୁଃଖରେ କାନ୍ଦେ ଏବଂ ଅନ୍ୟର ସୁଖରେ ହସେ । ଆଜିର ସମାଜରେ ଏଭଳି ମଣିଷ ବିରଳ ହୋଇଯାଉଛନ୍ତି । ହସ ସ୍ୱାସ୍ଥ୍ୟ ପାଇଁ ଭଲ, ଡାକ୍ତରମାନେ କହନ୍ତି ହସିଲେ ରୋଗ ଦୂର ହୁଏ । ହସ ଯୋଗ କ୍ଲବ ମଧ୍ୟ ସହରମାନଙ୍କରେ ଚାଲିଛି । କିନ୍ତୁ ମନରୁ ହସିବା ଆଉ ଜବରଦସ୍ତି ହସିବା ମଧ୍ୟରେ ପାର୍ଥକ୍ୟ ରହିଛି । କାନ୍ଦ ମଧ୍ୟ ମନକୁ ହାଲୁକା କରେ । ଦୁଃଖ ସମୟରେ କାନ୍ଦିଲେ ମନର ଭାର କମେ । ତେଣୁ ହସ ଓ କାନ୍ଦ ଉଭୟ ଜୀବନର ଅଂଶ । (424, 697, 580, 827)
comic-article-title: ହସ ଓ କାନ୍ଦ (372, 652, 548, 692)
letter-title: ବଂଶଗତ ରାଜନୀତି (262, 1130, 325, 1141)
poem-line: କାହିଁବ ପଠାଉଣା (35, 1157, 76, 1165)
twentyfive-years-date: ୩ ମେ ୧୯୯୪ (824, 1011, 860, 1019)
letter-signature: ଅକ୍ଷୟ କୁମାର ମହାନ୍ତି, ଇଞ୍ଚୁଡ଼ି, ବିରିଡ଼ି, ଜଗତସିଂହପୁର (730, 1330, 862, 1338)
footer-email-advt: miku11@yahoo.com (Use only for advertisements,commercial queries) (566, 1422, 806, 1429)
sudoku-answer-caption: ବୁଧବାର ପ୍ରକାଶିତ ଉତ୍ତର (150, 1478, 214, 1485)
sudoku-cell (193, 1369, 216, 1388)
sudoku-cell (193, 1330, 216, 1349)
sudoku-cell (80, 1350, 103, 1369)
reg-mark (35, 1486, 49, 1495)
sudoku-cell (80, 1330, 103, 1349)
main-article-drop-cap: ନି (258, 168, 276, 198)
letters-top-rule (254, 1092, 934, 1093)
comic-article-body-col3: ସିବାର କଳା ଦୁନିଆ । ହସିବା ଓ କାନ୍ଦିବା ମଣିଷର ପ୍ରକୃତି । କିଏ ହସେ ତ କିଏ କାନ୍ଦେ । ଜୀବନ ଏକ ରଙ୍ଗମଞ୍ଚ, ସେଠାରେ ସୁଖ ଦୁଃଖ ଉଭୟ ରହିଛି । ହସ ହେଉଛି ମନର ଖୁସିର ପ୍ରକାଶ ଏବଂ କାନ୍ଦ ଦୁଃଖର ପ୍ରକାଶ । ଶିଶୁଟିଏ ଜନ୍ମ ହେବା ମାତ୍ରେ କାନ୍ଦେ, କିନ୍ତୁ ପରିବାର ହସେ । ମଣିଷ ଜୀବନ ସାରା ହସ ଓ କାନ୍ଦର ଖେଳ ଚାଲେ । କେହି ଅନ୍ୟକୁ ହସାଇ ଆନନ୍ଦ ପାଏ, ଆଉ କେହି ଅନ୍ୟକୁ କନ୍ଦାଇ । ପ୍ରକୃତ ମଣିଷ ସେ, ଯିଏ ଅନ୍ୟର ଦୁଃଖରେ କାନ୍ଦେ ଏବଂ ଅନ୍ୟର ସୁଖରେ ହସେ । ଆଜିର ସମାଜରେ ଏଭଳି ମଣିଷ ବିରଳ ହୋଇଯାଉଛନ୍ତି । ହସ ସ୍ୱାସ୍ଥ୍ୟ ପାଇଁ ଭଲ, ଡାକ୍ତରମାନେ କହନ୍ତି ହସିଲେ ରୋଗ ଦୂର ହୁଏ । ହସ ଯୋଗ କ୍ଲବ ମଧ୍ୟ ସହରମାନଙ୍କରେ ଚାଲିଛି । କିନ୍ତୁ ମନରୁ ହସିବା ଆଉ ଜବରଦସ୍ତି ହସିବା ମଧ୍ୟରେ ପାର୍ଥକ୍ୟ ରହିଛି । କାନ୍ଦ ମଧ୍ୟ ମନକୁ ହାଲୁକା କରେ । ଦୁଃଖ ସମୟରେ କାନ୍ଦିଲେ ମନର ଭାର କମେ । ତେଣୁ ହସ ଓ କାନ୍ଦ ଉଭୟ ଜୀବନର ଅଂଶ । (590, 697, 738, 827)
main-article-rule (254, 646, 934, 647)
sudoku-cell (12, 1350, 35, 1369)
sudoku-cell (141, 1469, 155, 1475)
chirantani-author: -କାଳିନ୍ଦୀ ଚରଣ ପାଣିଗ୍ରାହୀ (117, 1203, 182, 1211)
editorial-body-cont: ରତୀୟ ଷ୍ଟେଟ ବ୍ୟାଙ୍କ (ଏସ୍‌ବିଆଇ) ହେଉଛି ଭାରତର ବୃହତ୍ତମ ବାଣିଜ୍ୟିକ ବ୍ୟାଙ୍କ, ଯାହାର ଜମାରାଶି ସମଗ୍ର ଜମାରାଶିର ଏକ ଚତୁର୍ଥାଂଶ । ଏହି ବ୍ୟାଙ୍କ ଏବେ ଜମା ଉପରେ ସୁଧହାରକୁ ରେପୋ ହାର ସହ ଯୋଡ଼ିବାକୁ ନିଷ୍ପତ୍ତି ନେଇଛି । ଭାରତୀୟ ରିଜର୍ଭ ବ୍ୟାଙ୍କ (ଆର୍‌ବିଆଇ) ର ରେପୋହାରରେ ପରିବର୍ତ୍ତନ ହେଲେ ଜମା ଉପରେ ସୁଧହାର ମଧ୍ୟ ପରିବର୍ତ୍ତନ ହେବ । ଏହି ବ୍ୟବସ୍ଥା ଜୁଲାଇ ୧ ତାରିଖରୁ ଲାଗୁ ହେବ । ଏହାଦ୍ୱାରା ଜମାକାରୀମାନଙ୍କ ପାଇଁ ସୁଧହାର ନିର୍ଦ୍ଧାରଣ ଅଧିକ ସ୍ୱଚ୍ଛ ହେବ ବୋଲି ଆଶା କରାଯାଉଛି । ଏକ ଲକ୍ଷ ଟଙ୍କାରୁ ଅଧିକ ସଞ୍ଚୟ ଜମା ଉପରେ ଏହି ନିୟମ ପ୍ରଯୁଜ୍ୟ । ବାସ୍ତବରେ କେତେକ ଦେଶରେ ବ୍ୟାଙ୍କ ଜମା ଉପରେ ପ୍ରାୟ କୌଣସି ସୁଧ ମିଳୁନାହିଁ । ସେହିଭଳି ଆମ ଦେଶରେ ମଧ୍ୟ ସଞ୍ଚୟକାରୀଙ୍କୁ ସୁଧ ହାର ହ୍ରାସ ହେବାର ସମ୍ଭାବନା ରହିଛି । ଋଣ ପ୍ରଦାନ ସୁଧହାରରେ ପରିବର୍ତ୍ତନ ଘଟିବା ଦ୍ୱାରା ବ୍ୟାଙ୍କଗୁଡ଼ିକ ଲାଭବାନ ହେବେ । ସଞ୍ଚୟକାରୀମାନଙ୍କ ସ୍ୱାର୍ଥ ରକ୍ଷା କରିବା ଆବଶ୍ୟକ । (12, 176, 246, 268)
sudoku-cell (57, 1273, 80, 1292)
sudoku-cell (171, 1254, 194, 1273)
main-article-photo (258, 88, 324, 168)
sudoku-cell (125, 1369, 148, 1388)
page-section-box (722, 8, 935, 50)
comic-article-byline: ଓସ୍‌ମାରା, ପଟ୍ଟମୁଣ୍ଡାଇ, କେନ୍ଦ୍ରାପଡ଼ା, ମୋ-୭୮୭୫୦୫୦୬୪୧ (594, 1057, 691, 1075)
sudoku-cell (103, 1273, 126, 1292)
sudoku-cell (35, 1350, 58, 1369)
